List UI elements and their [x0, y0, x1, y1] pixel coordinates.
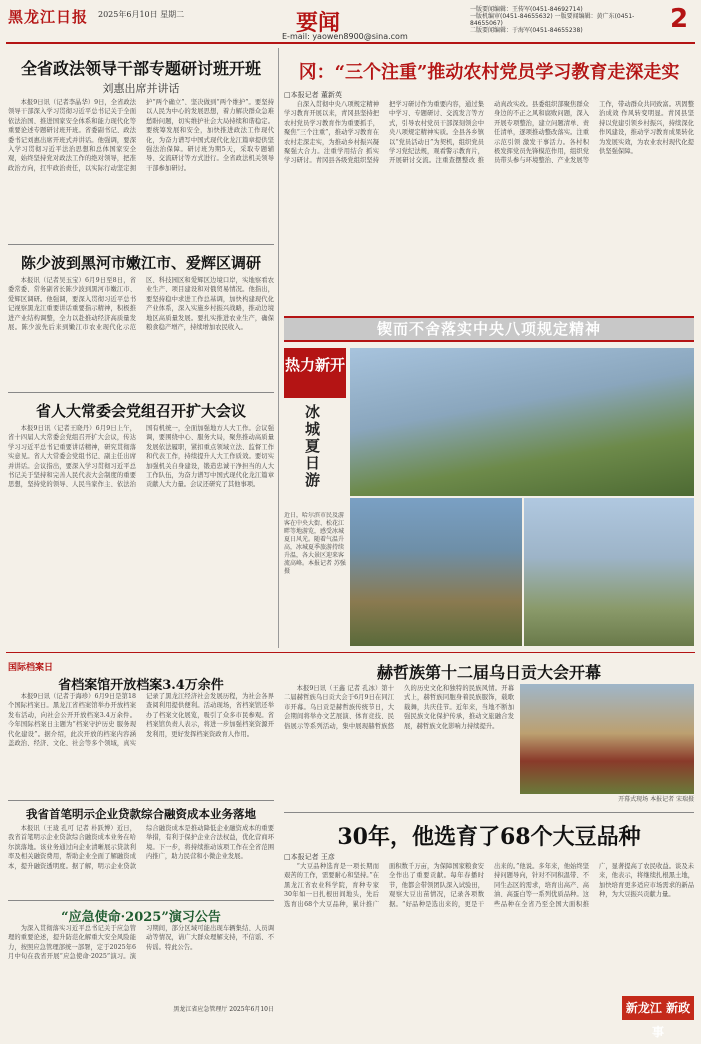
- article1-body: 本报9日讯（记者李晶华）9日，全省政法领导干部深入学习贯彻习近平总书记关于全面依法治国、推进国家安全体系和能力现代化等重要论述专题研讨班开班。省委副书记、政法委书记刘惠出席开班式并讲话。他强调，要深入学习贯彻习近平法治思想和总体国家安全观，始终坚持党对政法工作的绝对领导，把准政治方向，扛牢政治责任，以实际行动坚定拥护“两个确立”、坚决做到“两个维护”。要坚持以人民为中心的发展思想，着力解决群众急难愁盼问题，切实维护社会大局持续和谐稳定。要统筹发展和安全，加快推进政法工作现代化，为奋力谱写中国式现代化龙江篇章提供坚强法治保障。研讨班为期5天，采取专题辅导、交流研讨等方式进行。全省政法机关领导干部参加研讨。: [8, 99, 274, 172]
- feature-caption: 近日，哈尔滨市民及游客在中央大街、松花江畔等地游览，感受冰城夏日风光。随着气温升高，冰城夏季旅游持续升温，各大景区迎来客流高峰。本报记者 苏强摄: [284, 512, 346, 575]
- editor-hotlines: [470, 6, 660, 34]
- article1-subtitle: 刘惠出席并讲话: [102, 82, 180, 95]
- notice-sign: 黑龙江省应急管理厅 2025年6月10日: [173, 1006, 274, 1013]
- article-rule: [8, 800, 274, 801]
- notice-title: “应急使命·2025”演习公告: [61, 910, 221, 925]
- festival-photo: [520, 684, 694, 794]
- beans-body: “大豆品种选育是一项长期而艰苦的工作，需要耐心和坚持。”在黑龙江省农业科学院，育种专家30年如一日扎根田间地头，先后选育出68个大豆品种，累计推广面积数千万亩，为保障国家粮食安全作出了重要贡献。每年春播时节，他都会带领团队深入试验田，观察大豆出苗情况，记录各项数据。“好品种是选出来的，更是干出来的。”他说。多年来，他始终坚持问题导向，针对不同积温带、不同生态区的需求，培育出高产、高油、高蛋白等一系列优质品种。这些品种在全省乃至全国大面积推广，显著提高了农民收益。谈及未来，他表示，将继续扎根黑土地，加快培育更多适应市场需求的新品种，为大豆振兴贡献力量。: [284, 863, 694, 908]
- article3-title: 省人大常委会党组召开扩大会议: [35, 402, 246, 420]
- article2-title: 陈少波到黑河市嫩江市、爱辉区调研: [20, 254, 261, 272]
- feature-photo-main: [350, 348, 694, 496]
- beans-byline: □本报记者 王彦: [284, 853, 335, 861]
- feature-vertical-title: 冰城夏日游: [303, 404, 321, 489]
- lead-title: 冈：“三个注重”推动农村党员学习教育走深走实: [298, 62, 680, 83]
- article-rule: [8, 900, 274, 901]
- issue-date: 2025年6月10日 星期二: [98, 10, 185, 19]
- section-rule: [6, 652, 695, 653]
- hotline-line: 二版要闻编辑：于海军(0451-84655238): [470, 27, 583, 34]
- archives-body: 本报9日讯（记者于海珍）6月9日是第18个国际档案日。黑龙江省档案馆举办开放档案发布活动，向社会公开开放档案3.4万余件。今年国际档案日主题为“档案守护历史 服务现代化建设”。据介绍，此次开放的档案内容涵盖政治、经济、文化、社会等多个领域，真实记录了黑龙江经济社会发展历程，为社会各界查阅利用提供便利。活动现场，省档案馆还举办了档案文化展览，吸引了众多市民参观。省档案馆负责人表示，将进一步加强档案资源开发利用，更好发挥档案资政育人作用。: [8, 693, 274, 748]
- newspaper-name: 黑龙江日报: [8, 8, 89, 26]
- article-rule: [8, 244, 274, 245]
- loans-title: 我省首笔明示企业贷款综合融资成本业务落地: [26, 807, 256, 821]
- column-divider: [278, 48, 279, 648]
- festival-caption: 开幕式现场 本报记者 宋瑞摄: [618, 796, 694, 803]
- masthead-rule: [6, 42, 695, 44]
- loans-body: 本报讯（王珑 孔可 记者 朴跃博）近日，我省首笔明示企业贷款综合融资成本业务在哈尔滨落地。该业务通过向企业清晰展示贷款利率及相关融资费用，帮助企业全面了解融资成本，提升融资透明度。据了解，明示企业贷款综合融资成本是推动降低企业融资成本的重要举措，有利于保护企业合法权益，优化营商环境。下一步，将持续推动该项工作在全省范围内推广，助力民营和小微企业发展。: [8, 825, 274, 870]
- hotline-line: 一版要闻编辑：王传军(0451-84692714): [470, 6, 583, 13]
- page-number: 2: [670, 4, 689, 34]
- feature-photo-left: [350, 498, 522, 646]
- article1-title: 全省政法领导干部专题研讨班开班: [20, 59, 261, 78]
- hotline-line: 一版机编审(0451-84655632) 一版要闻编辑：黄广东(0451-84655067): [470, 13, 635, 27]
- notice-body: 为深入贯彻落实习近平总书记关于应急管理的重要论述，提升防范化解重大安全风险能力，按照应急管理部统一部署，定于2025年6月中旬在我省开展“应急使命·2025”演习。演习期间，部分区域可能出现车辆集结、人员调动等情况，请广大群众理解支持，不信谣、不传谣。特此公告。: [8, 925, 274, 961]
- festival-title: 赫哲族第十二届乌日贡大会开幕: [376, 663, 601, 682]
- article2-body: 本报讯（记者吴玉宝）6月9日至8日，省委常委、常务副省长陈少波到黑河市嫩江市、爱辉区调研。他强调，要深入贯彻习近平总书记视察黑龙江重要讲话重要指示精神，积极推进产业结构调整，全力以赴推动经济高质量发展。陈少波先后来到嫩江市农业现代化示范区、科技园区和爱辉区边境口岸，实地察看农业生产、项目建设和对俄贸易情况。他指出，要坚持稳中求进工作总基调，加快构建现代化产业体系，深入实施乡村振兴战略，推动边境地区高质量发展。要扎实推进农业生产，确保粮食稳产增产，持续增加农民收入。: [8, 277, 274, 332]
- lead-byline: □本报记者 董新英: [284, 91, 342, 99]
- section-title: 要闻: [296, 10, 341, 36]
- archives-label: 国际档案日: [8, 663, 54, 673]
- banner-text: 锲而不舍落实中央八项规定精神: [376, 320, 601, 338]
- article3-body: 本报9日讯（记者王晓丹）6月9日上午，省十四届人大常委会党组召开扩大会议，传达学习习近平总书记重要讲话精神，研究贯彻落实意见。省人大常委会党组书记、副主任出席并讲话。会议指出，要深入学习贯彻习近平总书记关于坚持和完善人民代表大会制度的重要思想，坚持党的领导、人民当家作主、依法治国有机统一，全面加强地方人大工作。会议强调，要围绕中心、服务大局，聚焦推动高质量发展依法履职，紧扣重点领域立法、监督工作和代表工作，持续提升人大工作质效。要切实加强机关自身建设，锻造忠诚干净担当的人大工作队伍，为奋力谱写中国式现代化龙江篇章贡献人大力量。会议还研究了其他事项。: [8, 425, 274, 489]
- festival-body: 本报9日讯（王鑫 记者 孔冰）第十二届赫哲族乌日贡大会于6月9日在同江市开幕。乌日贡是赫哲族传统节日，大会期间将举办文艺展演、体育竞技、民俗展示等系列活动，集中展现赫哲族悠久的历史文化和独特的民族风情。开幕式上，赫哲族同胞身着民族服饰，载歌载舞，共庆佳节。近年来，当地不断加强民族文化保护传承，推动文旅融合发展，赫哲族文化影响力持续提升。: [284, 685, 514, 730]
- article-rule: [8, 392, 274, 393]
- slogan-banner: [284, 316, 694, 342]
- article-rule: [284, 812, 694, 813]
- lead-body: 自深入贯彻中央八项规定精神学习教育开展以来，青冈县坚持把农村党员学习教育作为重要抓手，聚焦“三个注重”，推动学习教育在农村走深走实，为推动乡村振兴凝聚强大合力。注重学用结合 抓实学习研讨。青冈县各级党组织坚持把学习研讨作为重要内容，通过集中学习、专题研讨、交流发言等方式，引导农村党员干部深刻领会中央八项规定精神实质。全县各乡镇以“党员活动日”为契机，组织党员学习党纪法规，观看警示教育片，开展研讨交流。注重查摆整改 推动真改实改。县委组织部聚焦群众身边的不正之风和腐败问题，深入开展专项整治，建立问题清单、责任清单，逐项推动整改落实。注重示范引领 激发干事活力。各村积极发挥党员先锋模范作用，组织党员带头参与环境整治、产业发展等工作，带动群众共同致富。巩固整治成效 作风转变明显。青冈县坚持以党建引领乡村振兴，持续深化作风建设，推动学习教育成果转化为发展实效，为农业农村现代化提供坚强保障。: [284, 101, 694, 165]
- feature-stamp: 热力新开: [284, 348, 346, 398]
- section-email[interactable]: E-mail: yaowen8900@sina.com: [282, 32, 408, 41]
- beans-title: 30年，他选育了68个大豆品种: [337, 824, 641, 850]
- footer-logo: 新龙江 新政事: [622, 996, 694, 1020]
- feature-photo-right: [524, 498, 694, 646]
- archives-title: 省档案馆开放档案3.4万余件: [58, 678, 224, 693]
